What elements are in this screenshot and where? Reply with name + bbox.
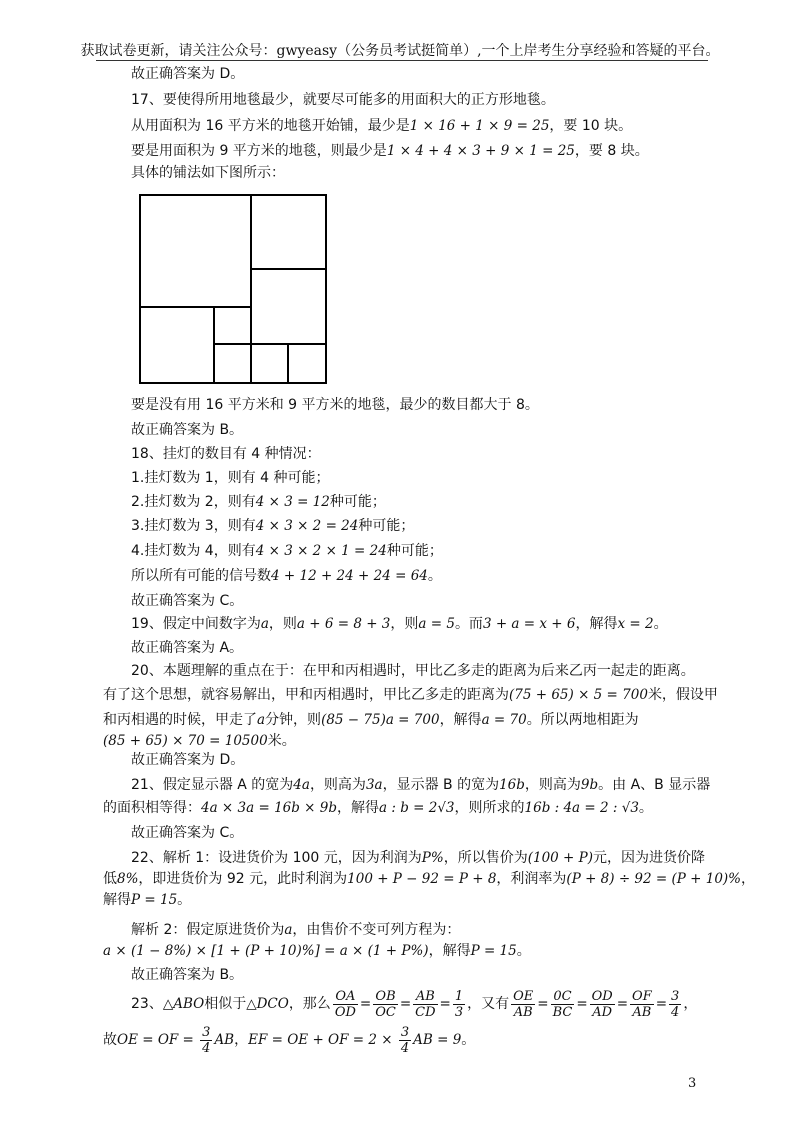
q22-line2 [103, 869, 755, 889]
fraction-denominator: AB [513, 1004, 533, 1020]
q22-line5-text-1: ，解得 [428, 943, 471, 959]
q23-text-3: ，那么 [288, 996, 331, 1012]
q19-math-1: a [260, 616, 269, 632]
q22-answer: 故正确答案为 B。 [131, 967, 244, 983]
q22-line4-math-1: a [284, 922, 293, 938]
fraction-numerator: OE [513, 988, 534, 1004]
q21-line1-text-1: 21、假定显示器 A 的宽为 [131, 777, 294, 793]
q18-case3 [131, 516, 414, 536]
q20-line2-tail: 米，假设甲 [647, 687, 718, 703]
fraction-oe-ab [511, 989, 535, 1020]
q20-line3-text-2: 分钟，则 [265, 712, 322, 728]
q23-line2-math-4: AB = 9 [413, 1032, 462, 1048]
q20-line3-math-1: a [257, 712, 266, 728]
page-number: 3 [688, 1076, 697, 1091]
q18-case2-math: 4 × 3 = 12 [255, 494, 330, 510]
q22-line5 [103, 941, 531, 961]
q22-line4 [131, 920, 460, 940]
q21-line2-math-3: 16b : 4a = 2 : √3 [524, 800, 639, 816]
q22-line2-text-2: ，即进货价为 92 元，此时利润为 [138, 871, 348, 887]
fraction-3-4 [399, 1025, 411, 1056]
tile-bottom-left [140, 307, 214, 383]
carpet-tiling-svg [139, 194, 327, 384]
q22-line2-text-3: ，利润率为 [496, 871, 567, 887]
q22-line3 [103, 890, 191, 910]
q17-line2-tail: ，要 8 块。 [574, 143, 649, 159]
q21-line1-math-4: 9b [580, 777, 599, 793]
q18-case4-math: 4 × 3 × 2 × 1 = 24 [255, 543, 387, 559]
tile-large-top-left [140, 195, 251, 307]
q23-line2 [103, 1022, 475, 1058]
q21-line2-math-1: 4a × 3a = 16b × 9b [201, 800, 338, 816]
q18-case4 [131, 541, 443, 561]
q21-line1 [131, 775, 710, 795]
q19-text-1: 19、假定中间数字为 [131, 616, 261, 632]
q18-intro: 18、挂灯的数目有 4 种情况： [131, 446, 321, 462]
tile-middle-right [251, 269, 326, 344]
q23-line2-text-2: ， [234, 1032, 249, 1048]
fraction-numerator: OD [591, 988, 613, 1004]
fraction-denominator: CD [415, 1004, 436, 1020]
q20-line1: 20、本题理解的重点在于：在甲和丙相遇时，甲比乙多走的距离为后来乙丙一起走的距离。 [131, 663, 695, 679]
q18-case2 [131, 492, 386, 512]
q23-line2-text-3: 。 [461, 1032, 476, 1048]
q17-line2-text: 要是用面积为 9 平方米的地毯，则最少是 [131, 143, 387, 159]
q21-line2-text-4: 。 [638, 800, 653, 816]
tile-top-right [251, 195, 326, 269]
fraction-0c-bc [551, 989, 575, 1020]
q21-line2-text-1: 的面积相等得： [103, 800, 201, 816]
q23-line1: 23、△ABO相似于△DCO，那么 $\frac{OA}{OD}$ = $\frac{OB}{OC}$ = $\frac{AB}{CD}$ = $\frac{1}{3}$ ，又有 $\frac{OE}{AB}$ = $\frac{0C}{BC}$ = $\frac{OD}{AD}$ = $\frac{OF}{AB}$ = $\frac{3}{4}$ ， [131, 988, 698, 1020]
outer-square [140, 195, 326, 383]
q17-line4: 要是没有用 16 平方米和 9 平方米的地毯，最少的数目都大于 8。 [131, 397, 539, 413]
q22-line2-math-1: 8% [117, 871, 139, 887]
q19-text-4: 。而 [454, 616, 483, 632]
q18-case4-tail: 种可能； [386, 543, 443, 559]
q23-line2-text-1: 故 [103, 1032, 117, 1048]
q22-line1-text-3: 元，因为进货价降 [593, 850, 705, 866]
q21-line2-text-2: ，解得 [337, 800, 380, 816]
q21-line1-math-2: 3a [365, 777, 383, 793]
q23-text-4: ，又有 [467, 996, 510, 1012]
q20-line3-math-2: (85 − 75)a = 700 [321, 712, 440, 728]
q22-line2-text-1: 低 [103, 871, 117, 887]
q22-line5-text-2: 。 [516, 943, 531, 959]
q20-line3-text-4: 。所以两地相距为 [526, 712, 639, 728]
tile-small-bottom-3 [288, 344, 326, 383]
q19-text-5: ，解得 [575, 616, 618, 632]
q21-line1-text-2: ，则高为 [309, 777, 366, 793]
q17-line2-math: 1 × 4 + 4 × 3 + 9 × 1 = 25 [386, 143, 575, 159]
tile-small-bottom-2 [251, 344, 288, 383]
fraction-denominator: OC [375, 1004, 396, 1020]
q18-case1: 1.挂灯数为 1，则有 4 种可能； [131, 470, 330, 486]
q23-text-1: 23、 [131, 996, 163, 1012]
q20-answer: 故正确答案为 D。 [131, 752, 245, 768]
fraction-numerator: OA [333, 989, 358, 1005]
q21-line1-text-3: ，显示器 B 的宽为 [382, 777, 500, 793]
q23-math-2: △DCO [246, 996, 289, 1012]
q22-line1-text-2: ，所以售价为 [443, 850, 528, 866]
q20-line2-text: 有了这个思想，就容易解出，甲和丙相遇时，甲比乙多走的距离为 [103, 687, 509, 703]
q22-line1-text-1: 22、解析 1：设进货价为 100 元，因为利润为 [131, 850, 422, 866]
q21-line2 [103, 798, 653, 818]
q22-line4-text-2: ，由售价不变可列方程为： [292, 922, 461, 938]
q16-answer: 故正确答案为 D。 [131, 66, 245, 82]
q19-text-3: ，则 [390, 616, 419, 632]
q18-sum-math: 4 + 12 + 24 + 24 = 64 [271, 568, 428, 584]
fraction-3-4 [200, 1025, 212, 1056]
q18-sum [131, 566, 442, 586]
q17-intro: 17、要使得所用地毯最少，就要尽可能多的用面积大的正方形地毯。 [131, 92, 555, 108]
q20-line2 [103, 685, 718, 705]
q22-line3-text-1: 解得 [103, 892, 131, 908]
q18-sum-text: 所以所有可能的信号数 [131, 568, 271, 584]
q23-text-2: 相似于 [204, 996, 247, 1012]
q20-line3 [103, 710, 639, 730]
q23-text-5: ， [683, 996, 698, 1012]
q18-sum-tail: 。 [427, 568, 442, 584]
fraction-denominator: 4 [400, 1040, 410, 1056]
q21-line2-math-2: a : b = 2√3 [379, 800, 455, 816]
fraction-numerator: 0C [551, 989, 575, 1005]
fraction-denominator: BC [552, 1004, 573, 1020]
q21-line2-text-3: ，则所求的 [454, 800, 525, 816]
q22-line1-math-2: (100 + P) [527, 850, 593, 866]
header-divider [96, 60, 708, 61]
q19-math-5: x = 2 [617, 616, 654, 632]
fraction-denominator: 4 [202, 1040, 211, 1056]
q17-line1-text: 从用面积为 16 平方米的地毯开始铺，最少是 [131, 118, 410, 134]
q17-answer: 故正确答案为 B。 [131, 422, 244, 438]
q21-line1-math-3: 16b [499, 777, 525, 793]
q20-line3-text-3: ，解得 [439, 712, 482, 728]
q22-line2-math-2: 100 + P − 92 = P + 8 [347, 871, 497, 887]
q17-line1-math: 1 × 16 + 1 × 9 = 25 [409, 118, 550, 134]
fraction-denominator: AB [632, 1004, 652, 1020]
q18-answer: 故正确答案为 C。 [131, 593, 244, 609]
q18-case3-tail: 种可能； [358, 518, 415, 534]
q22-line1-math-1: P% [421, 850, 444, 866]
q22-line2-math-3: (P + 8) ÷ 92 = (P + 10)% [566, 871, 742, 887]
q21-line1-math-1: 4a [293, 777, 310, 793]
q20-line4 [103, 731, 296, 751]
q19-line1 [131, 614, 668, 634]
q19-answer: 故正确答案为 A。 [131, 640, 244, 656]
q21-answer: 故正确答案为 C。 [131, 825, 244, 841]
fraction-ob-oc [373, 989, 398, 1020]
q19-math-3: a = 5 [418, 616, 455, 632]
fraction-numerator: 3 [400, 1024, 410, 1040]
q22-line1 [131, 848, 705, 868]
fraction-ab-cd [413, 989, 437, 1020]
fraction-numerator: 1 [454, 988, 464, 1004]
fraction-numerator: OB [373, 989, 398, 1005]
q19-text-6: 。 [653, 616, 668, 632]
q18-case4-text: 4.挂灯数为 4，则有 [131, 543, 256, 559]
q17-line1 [131, 116, 632, 136]
q19-math-2: a + 6 = 8 + 3 [296, 616, 391, 632]
q18-case2-text: 2.挂灯数为 2，则有 [131, 494, 256, 510]
q20-line3-math-3: a = 70 [481, 712, 527, 728]
fraction-denominator: AD [592, 1004, 613, 1020]
fraction-denominator: OD [334, 1004, 356, 1020]
fraction-denominator: 3 [454, 1004, 464, 1020]
q18-case3-text: 3.挂灯数为 3，则有 [131, 518, 256, 534]
q19-math-4: 3 + a = x + 6 [482, 616, 576, 632]
tile-small-bottom-1 [214, 344, 251, 383]
q20-line3-text-1: 和丙相遇的时候，甲走了 [103, 712, 257, 728]
tile-small-middle [214, 307, 251, 344]
q20-line4-tail: 米。 [267, 733, 296, 749]
q17-line1-tail: ，要 10 块。 [549, 118, 633, 134]
fraction-numerator: 3 [671, 988, 680, 1004]
q23-line2-math-2: AB [214, 1032, 235, 1048]
q22-line2-text-4: ， [741, 871, 756, 887]
q18-case2-tail: 种可能； [329, 494, 386, 510]
fraction-numerator: AB [413, 989, 437, 1005]
fraction-numerator: OF [632, 988, 652, 1004]
q21-line1-text-4: ，则高为 [524, 777, 581, 793]
fraction-oa-od [333, 989, 358, 1020]
q19-text-2: ，则 [268, 616, 297, 632]
fraction-denominator: 4 [671, 1004, 680, 1020]
q18-case3-math: 4 × 3 × 2 = 24 [255, 518, 359, 534]
q17-line3: 具体的铺法如下图所示： [131, 165, 285, 181]
q17-line2 [131, 141, 649, 161]
q22-line5-math-2: P = 15 [470, 943, 517, 959]
q21-line1-text-5: 。由 A、B 显示器 [598, 777, 711, 793]
q23-line2-math-1: OE = OF = [117, 1032, 199, 1048]
q23-line2-math-3: EF = OE + OF = 2 × [248, 1032, 397, 1048]
fraction-numerator: 3 [202, 1024, 211, 1040]
q20-line4-math: (85 + 65) × 70 = 10500 [103, 733, 268, 749]
carpet-tiling-diagram [139, 194, 327, 384]
page-header: 获取试卷更新，请关注公众号：gwyeasy（公务员考试挺简单）,一个上岸考生分享经验和答疑的平台。 [80, 43, 720, 59]
q22-line3-math-1: P = 15 [131, 892, 178, 908]
q23-math-1: △ABO [162, 996, 205, 1012]
fraction-of-ab [630, 989, 654, 1020]
q22-line3-text-2: 。 [177, 892, 192, 908]
q22-line5-math-1: a × (1 − 8%) × [1 + (P + 10)%] = a × (1 + P%) [103, 943, 429, 959]
fraction-3-4 [669, 989, 681, 1020]
q22-line4-text-1: 解析 2：假定原进货价为 [131, 922, 285, 938]
fraction-od-ad [590, 989, 615, 1020]
q20-line2-math: (75 + 65) × 5 = 700 [509, 687, 648, 703]
fraction-1-3 [453, 989, 465, 1020]
